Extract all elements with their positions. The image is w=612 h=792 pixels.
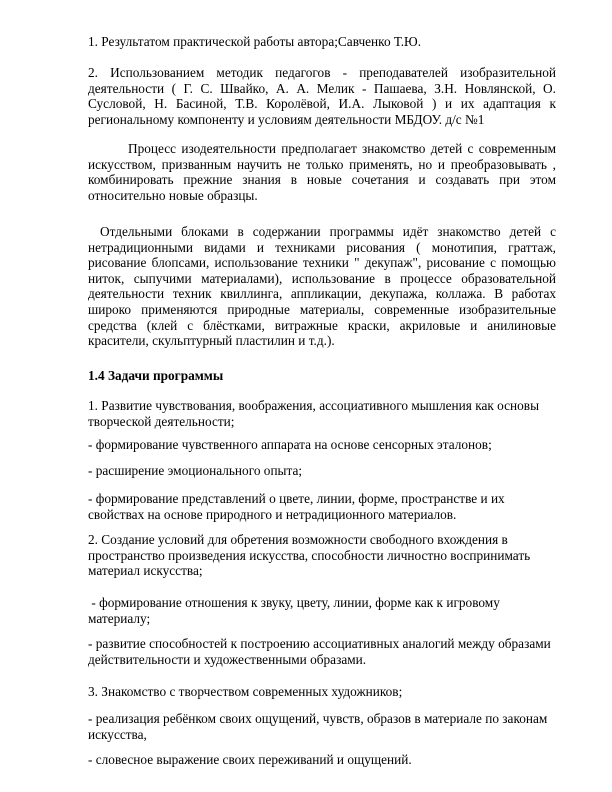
task-3-item-b: - словесное выражение своих переживаний и ощущений. bbox=[88, 752, 412, 767]
task-1-item-c: - формирование представлений о цвете, линии, форме, пространстве и их свойствах на основе природного и нетрадиционного материалов. bbox=[88, 491, 505, 522]
section-heading bbox=[88, 368, 556, 384]
section-number: 1.4 bbox=[88, 368, 105, 383]
task-2: 2. Создание условий для обретения возможности свободного вхождения в пространство произведения искусства, способности личностно воспринимать материал искусства; bbox=[88, 532, 531, 579]
paragraph-process: Процесс изодеятельности предполагает знакомство детей с современным искусством, призванным научить не только применять, но и преобразовывать , комбинировать прежние знания в новые сочетания и создавать при этом относительно новые образцы. bbox=[88, 141, 556, 203]
task-1-item-a: - формирование чувственного аппарата на основе сенсорных эталонов; bbox=[88, 437, 492, 452]
section-title: Задачи программы bbox=[107, 368, 224, 383]
task-2-item-b: - развитие способностей к построению ассоциативных аналогий между образами действительности и художественными образами. bbox=[88, 636, 551, 667]
paragraph-authorship: 1. Результатом практической работы автора;Савченко Т.Ю. bbox=[88, 34, 422, 49]
paragraph-blocks: Отдельными блоками в содержании программы идёт знакомство детей с нетрадиционными видами и техниками рисования ( монотипия, граттаж, рисование блопсами, использование техники " декупаж", рисование с помощью ниток, сыпучими материалами), использование в процессе образовательной деятельности техник квиллинга, аппликации, декупажа, коллажа. В работах широко применяются природные материалы, современные изобразительные средства (клей с блёстками, витражные краски, акриловые и анилиновые красители, скульптурный пластилин и т.д.). bbox=[88, 224, 556, 349]
task-2-item-a: - формирование отношения к звуку, цвету, линии, форме как к игровому материалу; bbox=[88, 595, 504, 626]
task-3-item-a: - реализация ребёнком своих ощущений, чувств, образов в материале по законам искусства, bbox=[88, 711, 548, 742]
task-1: 1. Развитие чувствования, воображения, ассоциативного мышления как основы творческой деятельности; bbox=[88, 398, 539, 429]
task-3: 3. Знакомство с творчеством современных художников; bbox=[88, 684, 403, 699]
task-1-item-b: - расширение эмоционального опыта; bbox=[88, 463, 303, 478]
paragraph-methods: 2. Использованием методик педагогов - преподавателей изобразительной деятельности ( Г. С. Швайко, А. А. Мелик - Пашаева, З.Н. Новлянской, О. Сусловой, Н. Басиной, Т.В. Королёвой, И.А. Лыковой ) и их адаптация к региональному компоненту и условиям деятельности МБДОУ. д/с №1 bbox=[88, 65, 556, 127]
